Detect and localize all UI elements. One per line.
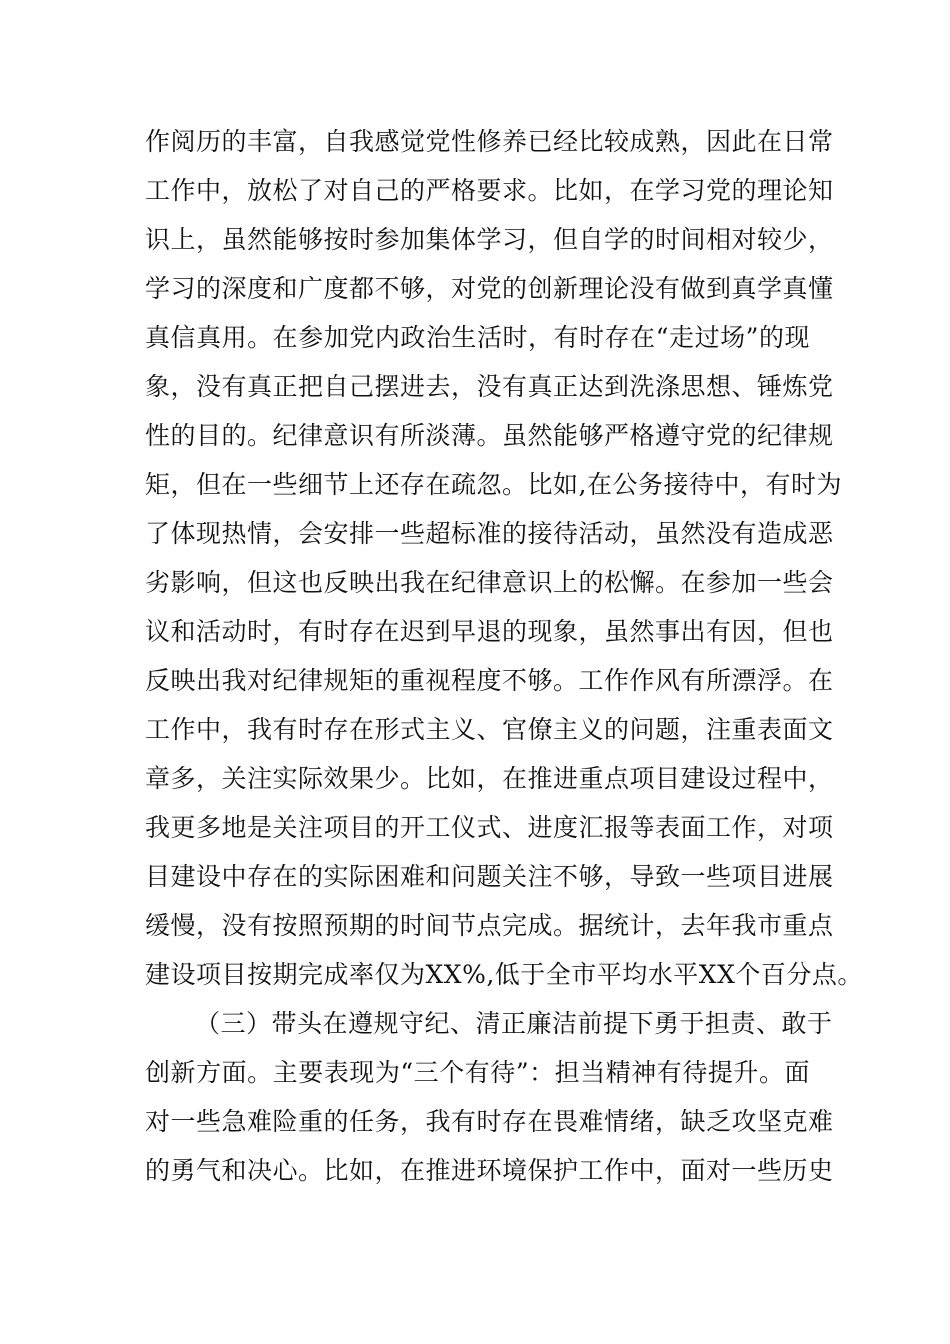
text-line: 缓慢，没有按照预期的时间节点完成。据统计，去年我市重点	[145, 911, 834, 940]
text-line: 对一些急难险重的任务，我有时存在畏难情绪，缺乏攻坚克难	[145, 1107, 834, 1136]
text-line: 劣影响，但这也反映出我在纪律意识上的松懈。在参加一些会	[145, 568, 834, 597]
text-line: 了体现热情，会安排一些超标准的接待活动，虽然没有造成恶	[145, 519, 834, 548]
text-line: 学习的深度和广度都不够，对党的创新理论没有做到真学真懂	[145, 274, 834, 303]
text-line: 我更多地是关注项目的开工仪式、进度汇报等表面工作，对项	[145, 813, 834, 842]
text-line: 反映出我对纪律规矩的重视程度不够。工作作风有所漂浮。在	[145, 666, 834, 695]
text-line: 工作中，放松了对自己的严格要求。比如，在学习党的理论知	[145, 176, 834, 205]
section-heading-line: （三）带头在遵规守纪、清正廉洁前提下勇于担责、敢于	[195, 1009, 833, 1038]
text-line: 象，没有真正把自己摆进去，没有真正达到洗涤思想、锤炼党	[145, 372, 834, 401]
text-line: 章多，关注实际效果少。比如，在推进重点项目建设过程中，	[145, 764, 834, 793]
text-line: 工作中，我有时存在形式主义、官僚主义的问题，注重表面文	[145, 715, 834, 744]
body-text	[145, 117, 863, 1195]
text-line: 矩，但在一些细节上还存在疏忽。比如,在公务接待中，有时为	[145, 470, 842, 499]
text-line: 创新方面。主要表现为“三个有待”：担当精神有待提升。面	[145, 1058, 810, 1087]
text-line: 的勇气和决心。比如，在推进环境保护工作中，面对一些历史	[145, 1156, 834, 1185]
text-line: 议和活动时，有时存在迟到早退的现象，虽然事出有因，但也	[145, 617, 834, 646]
text-line: 性的目的。纪律意识有所淡薄。虽然能够严格遵守党的纪律规	[145, 421, 834, 450]
text-line: 目建设中存在的实际困难和问题关注不够，导致一些项目进展	[145, 862, 834, 891]
text-line: 识上，虽然能够按时参加集体学习，但自学的时间相对较少，	[145, 225, 834, 254]
paragraph-end-line: 建设项目按期完成率仅为XX%,低于全市平均水平XX个百分点。	[145, 960, 863, 989]
text-line: 真信真用。在参加党内政治生活时，有时存在“走过场”的现	[145, 323, 810, 352]
text-line: 作阅历的丰富，自我感觉党性修养已经比较成熟，因此在日常	[145, 127, 834, 156]
